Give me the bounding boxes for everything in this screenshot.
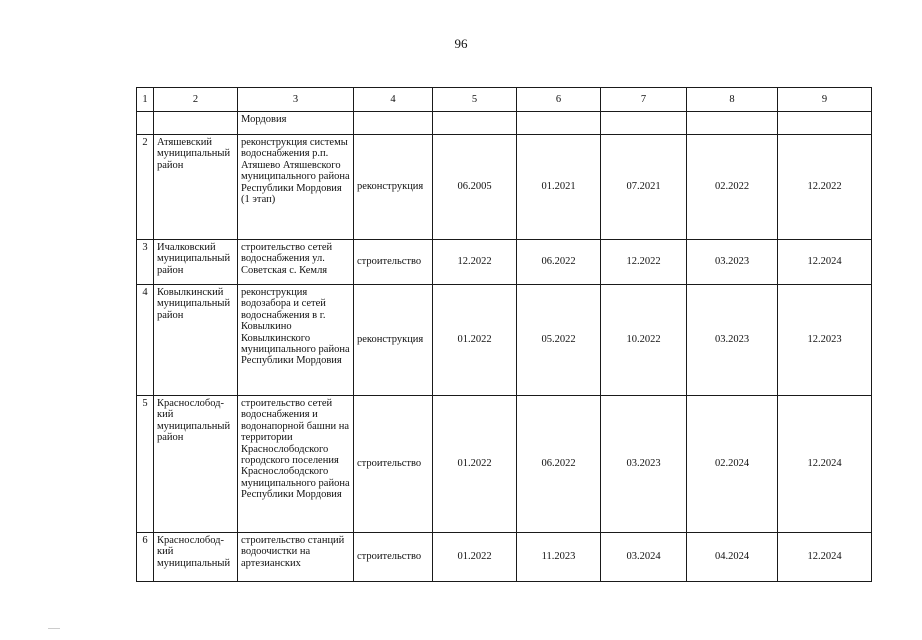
table-row xyxy=(137,533,872,582)
table-row xyxy=(137,135,872,240)
date-cell: 03.2023 xyxy=(687,285,778,396)
date-cell: 07.2021 xyxy=(601,135,687,240)
type-cell: строительство xyxy=(354,240,433,285)
page-number: 96 xyxy=(454,36,468,51)
district-cell: Ичалковский муниципальный район xyxy=(154,240,238,285)
date-cell: 12.2024 xyxy=(778,240,872,285)
date-cell: 01.2022 xyxy=(433,533,517,582)
type-cell: строительство xyxy=(354,396,433,533)
table-row xyxy=(137,396,872,533)
date-cell: 10.2022 xyxy=(601,285,687,396)
date-cell: 03.2024 xyxy=(601,533,687,582)
date-cell: 02.2022 xyxy=(687,135,778,240)
date-cell: 12.2023 xyxy=(778,285,872,396)
date-cell xyxy=(687,112,778,135)
header-cell: 8 xyxy=(687,88,778,112)
district-cell: Атяшевский муниципальный район xyxy=(154,135,238,240)
type-cell xyxy=(354,112,433,135)
description-cell: реконструкция системы водоснабжения р.п. Атяшево Атяшевского муниципального района Республики Мордовия (1 этап) xyxy=(238,135,354,240)
description-cell: реконструкция водозабора и сетей водоснабжения в г. Ковылкино Ковылкинского муниципального района Республики Мордовия xyxy=(238,285,354,396)
date-cell: 12.2022 xyxy=(601,240,687,285)
description-cell: строительство сетей водоснабжения и водонапорной башни на территории Краснослободского городского поселения Краснослободского муниципального района Республики Мордовия xyxy=(238,396,354,533)
district-cell: Краснослобод-кий муниципальный xyxy=(154,533,238,582)
num-cell: 5 xyxy=(137,396,154,533)
district-cell: Ковылкинский муниципальный район xyxy=(154,285,238,396)
header-cell: 1 xyxy=(137,88,154,112)
num-cell: 2 xyxy=(137,135,154,240)
date-cell xyxy=(778,112,872,135)
type-cell: реконструкция xyxy=(354,135,433,240)
date-cell: 12.2022 xyxy=(433,240,517,285)
num-cell: 6 xyxy=(137,533,154,582)
date-cell: 03.2023 xyxy=(687,240,778,285)
date-cell: 06.2022 xyxy=(517,240,601,285)
date-cell: 01.2021 xyxy=(517,135,601,240)
description-cell: строительство станций водоочистки на артезианских xyxy=(238,533,354,582)
date-cell: 06.2005 xyxy=(433,135,517,240)
district-cell xyxy=(154,112,238,135)
date-cell: 06.2022 xyxy=(517,396,601,533)
header-cell: 9 xyxy=(778,88,872,112)
date-cell: 02.2024 xyxy=(687,396,778,533)
date-cell: 12.2022 xyxy=(778,135,872,240)
date-cell: 03.2023 xyxy=(601,396,687,533)
date-cell: 12.2024 xyxy=(778,533,872,582)
num-cell xyxy=(137,112,154,135)
table-row xyxy=(137,285,872,396)
header-cell: 2 xyxy=(154,88,238,112)
header-cell: 3 xyxy=(238,88,354,112)
date-cell: 05.2022 xyxy=(517,285,601,396)
num-cell: 3 xyxy=(137,240,154,285)
type-cell: строительство xyxy=(354,533,433,582)
header-row xyxy=(137,88,872,112)
header-cell: 7 xyxy=(601,88,687,112)
description-cell: Мордовия xyxy=(238,112,354,135)
description-cell: строительство сетей водоснабжения ул. Советская с. Кемля xyxy=(238,240,354,285)
table-row xyxy=(137,240,872,285)
continuation-row xyxy=(137,112,872,135)
date-cell xyxy=(601,112,687,135)
date-cell xyxy=(517,112,601,135)
header-cell: 6 xyxy=(517,88,601,112)
type-cell: реконструкция xyxy=(354,285,433,396)
header-cell: 4 xyxy=(354,88,433,112)
date-cell: 12.2024 xyxy=(778,396,872,533)
date-cell: 04.2024 xyxy=(687,533,778,582)
num-cell: 4 xyxy=(137,285,154,396)
header-cell: 5 xyxy=(433,88,517,112)
date-cell: 01.2022 xyxy=(433,285,517,396)
date-cell: 11.2023 xyxy=(517,533,601,582)
construction-schedule-table xyxy=(136,87,872,582)
date-cell: 01.2022 xyxy=(433,396,517,533)
scan-artifact xyxy=(48,628,60,629)
district-cell: Краснослобод-кий муниципальный район xyxy=(154,396,238,533)
date-cell xyxy=(433,112,517,135)
